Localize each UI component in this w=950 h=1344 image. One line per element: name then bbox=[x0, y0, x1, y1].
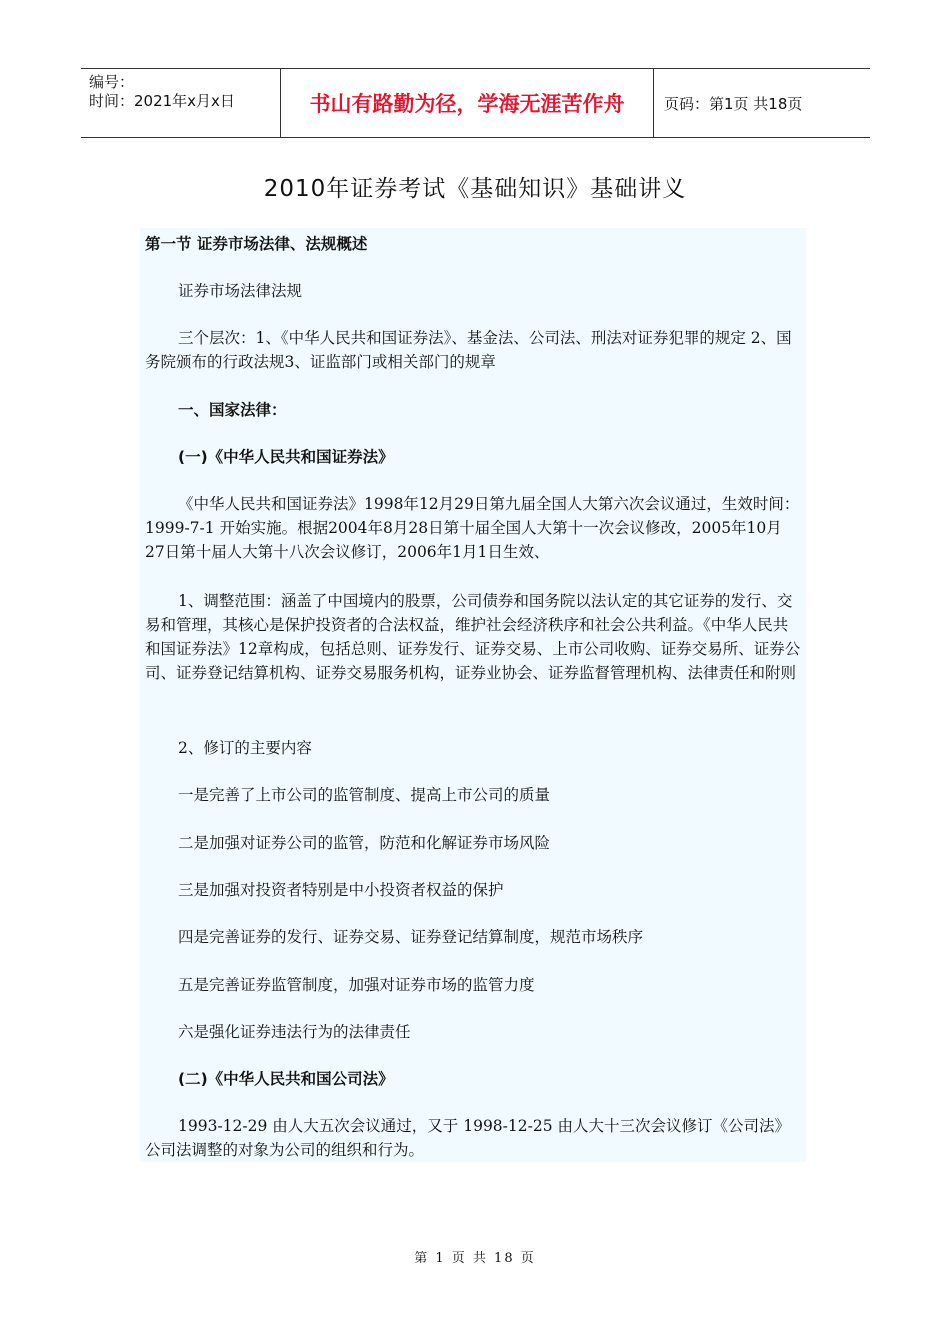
subheading: (二)《中华人民共和国公司法》 bbox=[178, 1070, 394, 1088]
paragraph: 四是完善证券的发行、证券交易、证券登记结算制度，规范市场秩序 bbox=[178, 928, 644, 946]
paragraph: 五是完善证券监管制度，加强对证券市场的监管力度 bbox=[178, 976, 535, 994]
subheading: (一)《中华人民共和国证券法》 bbox=[178, 448, 394, 466]
number-label: 编号： bbox=[89, 73, 135, 91]
paragraph: 三个层次：1、《中华人民共和国证券法》、基金法、公司法、刑法对证券犯罪的规定 2、国务院颁布的行政法规3、证监部门或相关部门的规章 bbox=[145, 329, 792, 371]
paragraph: 六是强化证券违法行为的法律责任 bbox=[178, 1023, 411, 1041]
paragraph: 1993-12-29 由人大五次会议通过，又于 1998-12-25 由人大十三次会议修订《公司法》公司法调整的对象为公司的组织和行为。 bbox=[145, 1117, 791, 1159]
paragraph: 二是加强对证券公司的监管，防范和化解证券市场风险 bbox=[178, 834, 551, 852]
header-motto: 书山有路勤为径，学海无涯苦作舟 bbox=[281, 69, 654, 137]
paragraph: 证券市场法律法规 bbox=[178, 282, 303, 300]
document-header bbox=[81, 68, 870, 138]
document-title: 2010年证券考试《基础知识》基础讲义 bbox=[263, 176, 687, 202]
paragraph: 2、修订的主要内容 bbox=[178, 739, 312, 757]
page-footer: 第 1 页 共 18 页 bbox=[414, 1251, 536, 1266]
document-body bbox=[140, 228, 806, 1162]
paragraph: 1、调整范围：涵盖了中国境内的股票，公司债券和国务院以法认定的其它证券的发行、交易和管理，其核心是保护投资者的合法权益，维护社会经济秩序和社会公共利益。《中华人民共和国证券法》12章构成，包括总则、证券发行、证券交易、上市公司收购、证券交易所、证券公司、证券登记结算机构、证券交易服务机构，证券业协会、证券监督管理机构、法律责任和附则 bbox=[145, 592, 801, 682]
subheading: 一、国家法律： bbox=[178, 401, 287, 419]
paragraph: 一是完善了上市公司的监管制度、提高上市公司的质量 bbox=[178, 786, 551, 804]
time-label: 时间：2021年x月x日 bbox=[89, 92, 235, 110]
section-heading: 第一节 证券市场法律、法规概述 bbox=[145, 235, 368, 253]
paragraph: 三是加强对投资者特别是中小投资者权益的保护 bbox=[178, 881, 504, 899]
header-meta-cell bbox=[81, 69, 281, 137]
header-page-code: 页码：第1页 共18页 bbox=[664, 94, 803, 113]
paragraph: 《中华人民共和国证券法》1998年12月29日第九届全国人大第六次会议通过，生效时间： 1999-7-1 开始实施。根据2004年8月28日第十届全国人大第十一次会议修改，2005年10月27日第十届人大第十八次会议修订，2006年1月1日生效、 bbox=[145, 495, 800, 561]
